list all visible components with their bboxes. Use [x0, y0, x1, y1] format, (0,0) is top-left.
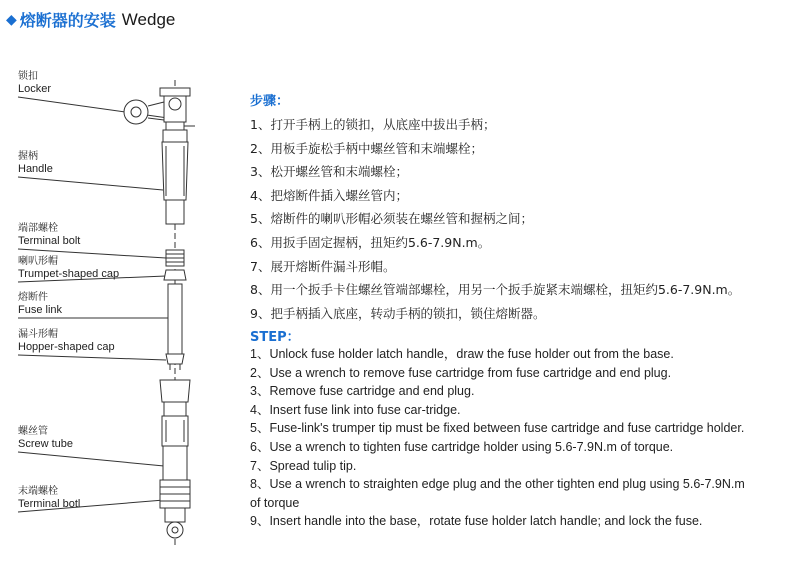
locker-top [160, 88, 190, 96]
label-terminal-botl [18, 486, 80, 510]
step-cn-item: 4、把熔断件插入螺丝管内； [250, 187, 408, 203]
leader-hopper-cap [18, 355, 166, 360]
step-cn-item: 1、打开手柄上的锁扣，从底座中拔出手柄； [250, 117, 496, 132]
step-en-item: 3、Remove fuse cartridge and end plug. [250, 384, 475, 399]
locker-ring-inner [131, 107, 141, 117]
diamond-bullet-icon: ◆ [6, 11, 17, 28]
step-cn-item: 6、用扳手固定握柄，扭矩约5.6-7.9N.m。 [250, 234, 491, 250]
steps-en-title: STEP： [250, 330, 300, 345]
step-en-item: 2、Use a wrench to remove fuse cartridge from fuse cartridge and end plug. [250, 365, 672, 380]
label-handle-en: Handle [18, 163, 53, 175]
step-en-item: 1、Unlock fuse holder latch handle，draw the fuse holder out from the base. [250, 347, 674, 361]
steps-en-list [250, 345, 795, 531]
steps-cn-list [250, 113, 795, 325]
leader-screw-tube [18, 452, 164, 466]
label-hopper-cap-cn: 漏斗形帽 [18, 329, 58, 340]
label-locker-cn: 锁扣 [18, 71, 38, 82]
trumpet-cap [164, 270, 186, 280]
steps-cn-section [250, 90, 795, 325]
label-screw-tube-cn: 螺丝管 [18, 426, 48, 437]
step-en-item: 7、Spread tulip tip. [250, 458, 357, 473]
step-en-item: of torque [250, 495, 300, 510]
step-cn-item: 9、把手柄插入底座，转动手柄的锁扣，锁住熔断器。 [250, 305, 546, 321]
step-cn-item: 2、用板手旋松手柄中螺丝管和末端螺栓； [250, 140, 483, 156]
step-cn-item: 7、展开熔断件漏斗形帽。 [250, 258, 396, 274]
label-terminal-botl-en: Terminal botl [18, 498, 81, 510]
label-locker-en: Locker [18, 83, 52, 95]
leader-handle [18, 177, 163, 190]
title-en: Wedge [121, 9, 176, 29]
hopper-cap [166, 354, 184, 364]
step-en-item: 8、Use a wrench to straighten edge plug and the other tighten end plug using 5.6-7.9N.m [250, 477, 745, 492]
label-trumpet-cap-cn: 喇叭形帽 [18, 256, 58, 267]
screw-tube-top [160, 380, 190, 402]
label-fuse-link [18, 292, 62, 316]
locker-hole [169, 98, 181, 110]
step-cn-item: 5、熔断件的喇叭形帽必须装在螺丝管和握柄之间； [250, 211, 533, 227]
title-cn: 熔断器的安装 [19, 11, 116, 30]
steps-en-section [250, 326, 795, 531]
label-trumpet-cap [18, 256, 119, 280]
label-terminal-bolt [18, 223, 80, 247]
label-hopper-cap [18, 329, 115, 353]
label-screw-tube [18, 426, 73, 450]
step-en-item: 4、Insert fuse link into fuse car-tridge. [250, 402, 461, 417]
step-en-item: 5、Fuse-link's trumper tip must be fixed between fuse cartridge and fuse cartridge holder. [250, 421, 745, 436]
label-terminal-bolt-cn: 端部螺栓 [18, 223, 58, 234]
label-trumpet-cap-en: Trumpet-shaped cap [18, 268, 120, 280]
label-hopper-cap-en: Hopper-shaped cap [18, 341, 115, 353]
label-terminal-bolt-en: Terminal bolt [18, 235, 81, 247]
label-fuse-link-cn: 熔断件 [18, 292, 48, 303]
step-en-item: 9、Insert handle into the base，rotate fuse holder latch handle; and lock the fuse. [250, 514, 703, 529]
steps-cn-title: 步骤： [250, 94, 290, 109]
fuse-link [168, 284, 182, 354]
label-screw-tube-en: Screw tube [18, 438, 74, 450]
step-cn-item: 3、松开螺丝管和末端螺栓； [250, 164, 408, 180]
label-handle-cn: 握柄 [18, 151, 38, 162]
step-cn-item: 8、用一个扳手卡住螺丝管端部螺栓，用另一个扳手旋紧末端螺栓，扭矩约5.6-7.9N.m。 [250, 282, 741, 298]
step-en-item: 6、Use a wrench to tighten fuse cartridge holder using 5.6-7.9N.m of torque. [250, 439, 674, 454]
label-terminal-botl-cn: 末端螺栓 [18, 486, 58, 497]
label-locker [18, 71, 51, 95]
label-handle [18, 151, 53, 175]
label-fuse-link-en: Fuse link [18, 304, 63, 316]
